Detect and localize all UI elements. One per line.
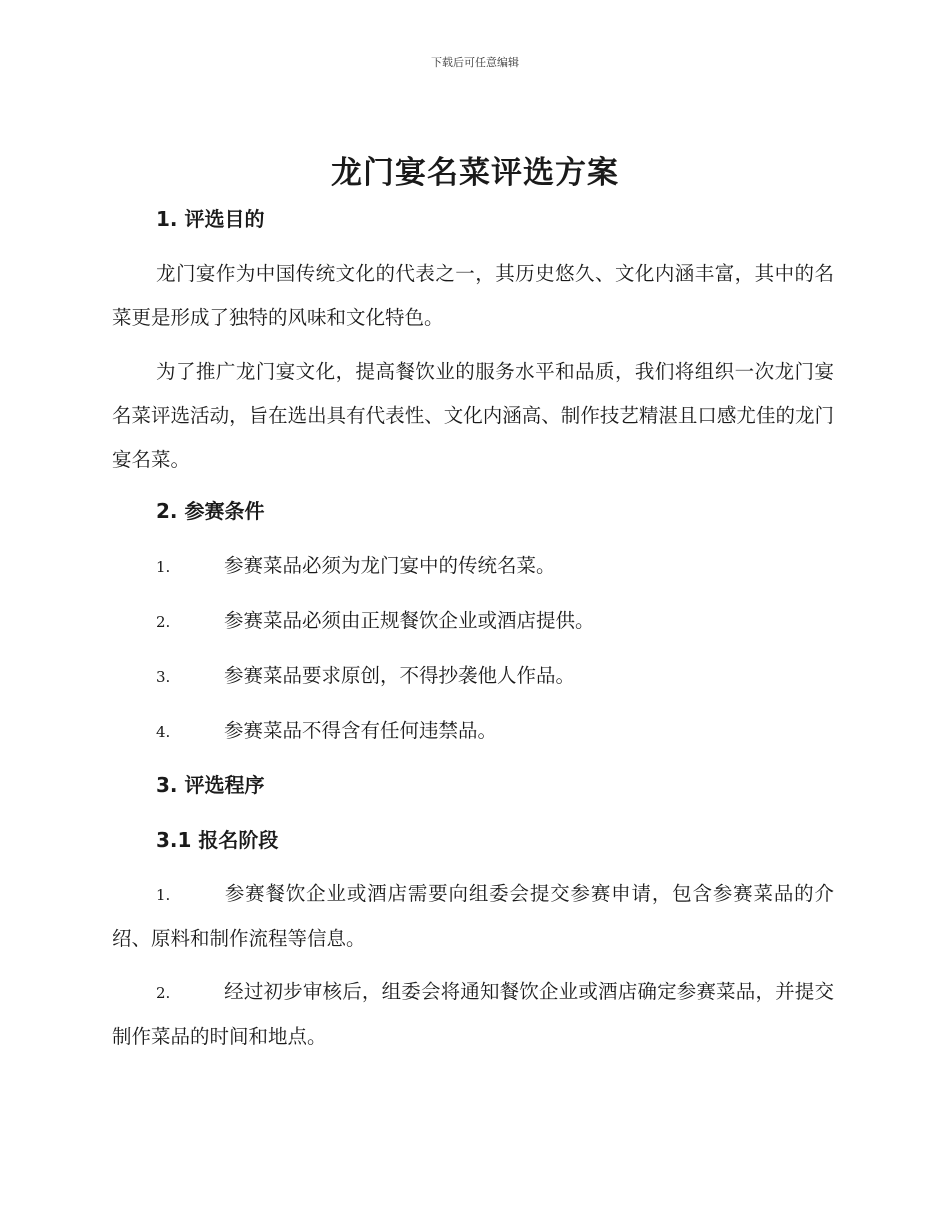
list-item <box>112 970 834 1059</box>
list-item-number: 2. <box>156 613 171 631</box>
paragraph-purpose-1: 龙门宴作为中国传统文化的代表之一，其历史悠久、文化内涵丰富，其中的名菜更是形成了独特的风味和文化特色。 <box>112 262 834 329</box>
list-item-text: 参赛菜品必须为龙门宴中的传统名菜。 <box>224 554 556 577</box>
list-item <box>112 654 834 699</box>
list-item <box>112 599 834 644</box>
list-item-text: 参赛餐饮企业或酒店需要向组委会提交参赛申请，包含参赛菜品的介绍、原料和制作流程等信息。 <box>112 882 834 950</box>
list-item-text: 参赛菜品必须由正规餐饮企业或酒店提供。 <box>224 609 595 632</box>
subsection-heading-registration: 3.1 报名阶段 <box>156 828 279 852</box>
page-header: 下载后可任意编辑 <box>431 56 519 69</box>
list-item-number: 3. <box>156 668 171 686</box>
list-item-number: 2. <box>156 984 171 1002</box>
list-item-number: 1. <box>156 558 171 576</box>
list-item-number: 4. <box>156 723 171 741</box>
list-item-text: 参赛菜品不得含有任何违禁品。 <box>224 719 498 742</box>
list-item-text: 经过初步审核后，组委会将通知餐饮企业或酒店确定参赛菜品，并提交制作菜品的时间和地点。 <box>112 980 834 1048</box>
list-item <box>112 709 834 754</box>
document-title: 龙门宴名菜评选方案 <box>331 155 619 191</box>
section-heading-conditions: 2. 参赛条件 <box>156 499 265 523</box>
list-item-text: 参赛菜品要求原创，不得抄袭他人作品。 <box>224 664 576 687</box>
list-item <box>112 544 834 589</box>
paragraph-purpose-2: 为了推广龙门宴文化，提高餐饮业的服务水平和品质，我们将组织一次龙门宴名菜评选活动，旨在选出具有代表性、文化内涵高、制作技艺精湛且口感尤佳的龙门宴名菜。 <box>112 360 834 471</box>
section-heading-procedure: 3. 评选程序 <box>156 773 265 797</box>
list-item <box>112 872 834 961</box>
list-item-number: 1. <box>156 886 171 904</box>
section-heading-purpose: 1. 评选目的 <box>156 207 265 231</box>
